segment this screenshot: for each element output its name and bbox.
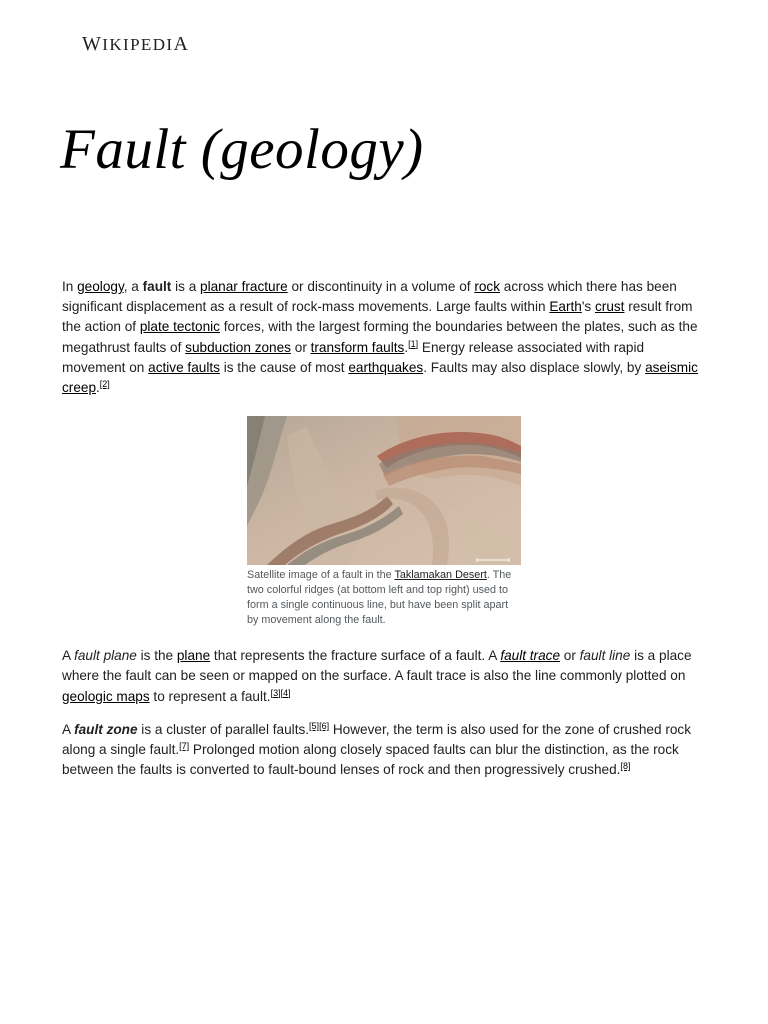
reference-7[interactable]: [7]: [179, 741, 190, 752]
reference-2[interactable]: [2]: [99, 379, 110, 390]
link-taklamakan-desert[interactable]: Taklamakan Desert: [394, 569, 487, 582]
bold-fault: fault: [142, 279, 172, 294]
satellite-image[interactable]: [247, 416, 521, 565]
link-earth[interactable]: Earth: [549, 299, 582, 315]
bold-italic-fault-zone: fault zone: [74, 721, 138, 737]
link-crust[interactable]: crust: [595, 299, 625, 315]
figure-caption: Satellite image of a fault in the Taklamakan Desert. The two colorful ridges (at bottom left and top right) used to form a single continuous line, but have been split apart by movement along the fault.: [247, 569, 512, 627]
reference-6[interactable]: [6]: [319, 720, 330, 731]
reference-4[interactable]: [4]: [280, 687, 291, 698]
reference-8[interactable]: [8]: [620, 761, 631, 772]
italic-fault-plane: fault plane: [74, 648, 137, 664]
link-earthquakes[interactable]: earthquakes: [348, 359, 424, 375]
satellite-figure: [247, 416, 521, 628]
reference-1[interactable]: [1]: [408, 338, 419, 349]
link-transform-faults[interactable]: transform faults: [310, 339, 405, 355]
link-subduction-zones[interactable]: subduction zones: [185, 339, 291, 355]
link-planar-fracture[interactable]: planar fracture: [200, 279, 288, 294]
fault-zone-paragraph: A fault zone is a cluster of parallel faults.[5][6] However, the term is also used for the zone of crushed rock along a single fault.[7] Prolonged motion along closely spaced faults can blur the distinction, as the rock between the faults is converted to fault-bound lenses of rock and then progressively crushed.[8]: [62, 720, 691, 778]
link-active-faults[interactable]: active faults: [148, 359, 220, 375]
link-plate-tectonic[interactable]: plate tectonic: [139, 319, 220, 335]
link-geology[interactable]: geology: [77, 279, 124, 294]
intro-paragraph: In geology, a fault is a planar fracture or discontinuity in a volume of rock across which there has been significant displacement as a result of rock-mass movements. Large faults within Earth's crust result from the action of plate tectonic forces, with the largest forming the boundaries between the plates, such as the megathrust faults of subduction zones or transform faults.[1] Energy release associated with rapid movement on active faults is the cause of most earthquakes. Faults may also displace slowly, by aseismic creep.[2]: [62, 279, 698, 396]
wikipedia-logo[interactable]: WIKIPEDIA: [82, 33, 190, 55]
link-aseismic-creep[interactable]: aseismic creep: [62, 359, 698, 396]
link-fault-trace[interactable]: fault trace: [500, 648, 561, 664]
article-content: [62, 277, 710, 780]
fault-plane-paragraph: A fault plane is the plane that represents the fracture surface of a fault. A fault trace or fault line is a place where the fault can be seen or mapped on the surface. A fault trace is also the line commonly plotted on geologic maps to represent a fault.[3][4]: [62, 648, 692, 704]
page-title: Fault (geology): [60, 118, 424, 181]
italic-fault-line: fault line: [579, 648, 631, 664]
link-rock[interactable]: rock: [474, 279, 501, 294]
reference-5[interactable]: [5]: [309, 720, 320, 731]
link-geologic-maps[interactable]: geologic maps: [62, 688, 150, 704]
link-plane[interactable]: plane: [176, 648, 211, 664]
reference-3[interactable]: [3]: [270, 687, 281, 698]
